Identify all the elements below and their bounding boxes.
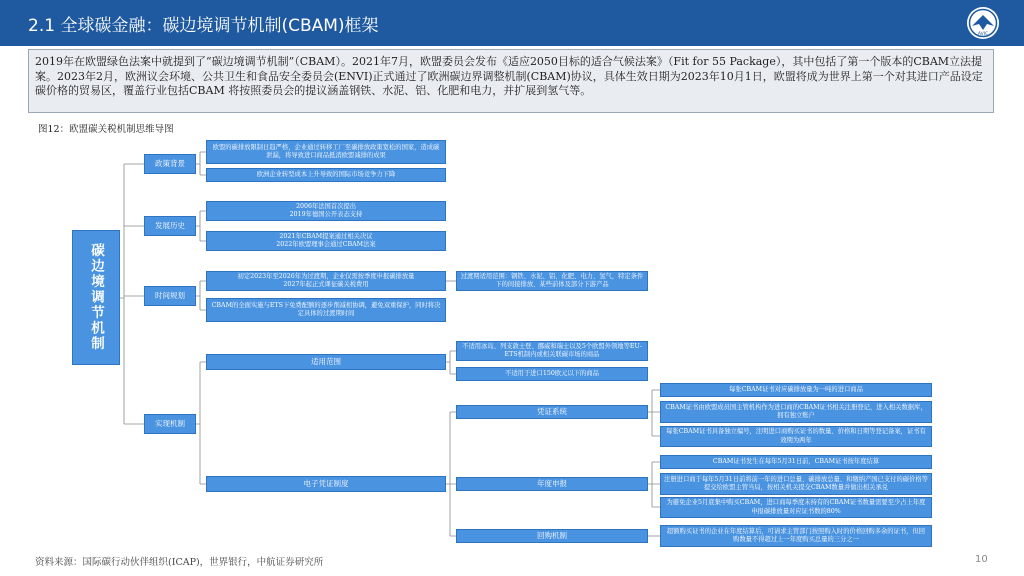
scope-item: 不适用于进口150欧元以下的商品 bbox=[456, 367, 648, 381]
source-note: 资料来源：国际碳行动伙伴组织(ICAP)，世界银行，中航证券研究所 bbox=[35, 557, 324, 568]
svg-text:AVIC: AVIC bbox=[977, 32, 989, 37]
certificate-system-node: 电子凭证制度 bbox=[206, 476, 446, 492]
category-mechanism: 实现机制 bbox=[144, 414, 196, 434]
scope-item: 不适用冰岛、列支敦士登、挪威和瑞士以及5个欧盟外领地等EU-ETS机制内或相关联碳市场的商品 bbox=[456, 341, 648, 361]
figure-caption: 图12：欧盟碳关税机制思维导图 bbox=[38, 124, 174, 135]
page-number: 10 bbox=[975, 554, 988, 565]
declaration-item: CBAM证书发生在每年5月31日前，CBAM证书按年度结算 bbox=[660, 455, 932, 469]
certificate-item: 每张CBAM证书对应碳排放量为一吨的进口商品 bbox=[660, 383, 932, 397]
timeline-item: CBAM的全面实施与ETS下免费配额的逐步削减相协调，避免双重保护，同时将决定具体的过渡期时间 bbox=[206, 298, 446, 322]
category-development-history: 发展历史 bbox=[144, 216, 196, 236]
page-title: 2.1 全球碳金融：碳边境调节机制(CBAM)框架 bbox=[28, 16, 379, 36]
certificate-item: CBAM证书由欧盟成员国主管机构作为进口商的CBAM证书相关注册登记，进入相关数据库，拥有独立账户 bbox=[660, 401, 932, 423]
repurchase-node: 回购机制 bbox=[456, 529, 648, 543]
root-node: 碳边境调节机制 bbox=[72, 230, 120, 365]
transition-scope-detail: 过渡期适用范围：钢铁、水泥、铝、化肥、电力、氢气，特定条件下的间接排放、某些前体及部分下游产品 bbox=[456, 271, 648, 291]
background-item: 欧洲企业转型成本上升导致的国际市场竞争力下降 bbox=[206, 168, 446, 182]
certificate-item: 每张CBAM证书具备独立编号，注明进口商购买证书的数量、价格和日期等登记备案，证书有效期为两年 bbox=[660, 426, 932, 447]
timeline-item: 初定2023年至2026年为过渡期，企业仅需按季度申报碳排放量 2027年起正式课征碳关税费用 bbox=[206, 271, 446, 291]
history-item: 2006年法国首次提出 2019年德国公开表态支持 bbox=[206, 201, 446, 221]
certificate-node: 凭证系统 bbox=[456, 405, 648, 419]
history-item: 2021年CBAM提案通过相关决议 2022年欧盟理事会通过CBAM法案 bbox=[206, 231, 446, 251]
intro-paragraph: 2019年在欧盟绿色法案中就提到了“碳边境调节机制”（CBAM）。2021年7月，欧盟委员会发布《适应2050目标的适合气候法案》（Fit for 55 Package），其中包括了第一个版本的CBAM立法提案。2023年2月，欧洲议会环境、公共卫生和食品安全委员会(ENVI)正式通过了欧洲碳边界调整机制(CBAM)协议，具体生效日期为2023年10月1日，欧盟将成为世界上第一个对其进口产品设定碳价格的贸易区，覆盖行业包括CBAM 将按照委员会的提议涵盖钢铁、水泥、铝、化肥和电力，并扩展到氢气等。 bbox=[28, 49, 994, 113]
scope-node: 适用范围 bbox=[206, 354, 446, 370]
background-item: 欧盟的碳排放限制日趋严格，企业通过转移工厂至碳排放政策宽松的国家，造成碳泄漏，将导致进口商品抵消欧盟减排的成果 bbox=[206, 140, 446, 164]
repurchase-item: 超额购买证书的企业在年度结算后，可请求主管部门按照购入时的价格回购多余的证书，但回购数量不得超过上一年度购买总量的三分之一 bbox=[660, 525, 932, 547]
declaration-item: 注册进口商于每年5月31日前将前一年的进口总量、碳排放总量、和缴纳产国已支付的碳价格等提交给欧盟主管当局，按相关机关提交CBAM数量并做出相关承兑 bbox=[660, 473, 932, 495]
category-policy-background: 政策背景 bbox=[144, 154, 196, 174]
declaration-node: 年度申报 bbox=[456, 477, 648, 491]
declaration-item: 为避免企业5月底集中购买CBAM，进口商每季度末持有的CBAM证书数量需要至少占上年度申报碳排放量对应证书数的80% bbox=[660, 497, 932, 518]
category-timeline: 时间规划 bbox=[144, 286, 196, 306]
